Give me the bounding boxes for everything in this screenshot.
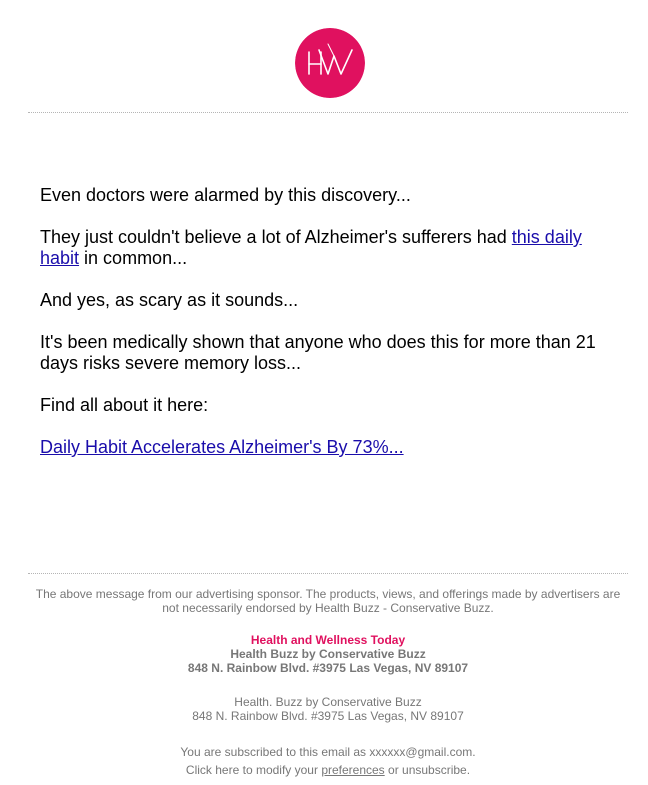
message-paragraph-2-end: in common... <box>79 248 188 268</box>
hw-logo-icon <box>295 28 365 98</box>
preferences-line-start: Click here to modify your <box>185 763 322 777</box>
company-info <box>28 633 628 675</box>
daily-habit-link[interactable]: this daily habit <box>40 227 582 268</box>
subscription-info <box>28 743 628 779</box>
message-body <box>40 185 612 479</box>
message-paragraph-5: Find all about it here: <box>40 395 209 415</box>
subscribed-email-line: You are subscribed to this email as xxxxxx@gmail.com. <box>180 745 476 759</box>
preferences-line-end: or unsubscribe. <box>384 763 471 777</box>
message-paragraph-2 <box>40 227 612 269</box>
publisher-name: Health. Buzz by Conservative Buzz <box>234 695 422 709</box>
publisher-address: 848 N. Rainbow Blvd. #3975 Las Vegas, NV 89107 <box>192 709 464 723</box>
cta-paragraph <box>40 437 612 458</box>
brand-logo <box>295 28 365 98</box>
footer-divider <box>28 573 628 574</box>
preferences-link[interactable]: preferences <box>321 763 385 777</box>
message-paragraph-2-start: They just couldn't believe a lot of Alzheimer's sufferers had <box>40 227 512 247</box>
message-paragraph-1: Even doctors were alarmed by this discovery... <box>40 185 411 205</box>
message-paragraph-4: It's been medically shown that anyone who does this for more than 21 days risks severe memory loss... <box>40 332 596 373</box>
message-paragraph-3: And yes, as scary as it sounds... <box>40 290 299 310</box>
publisher-address-bold: 848 N. Rainbow Blvd. #3975 Las Vegas, NV 89107 <box>187 661 469 675</box>
sponsor-disclaimer: The above message from our advertising sponsor. The products, views, and offerings made by advertisers are not necessarily endorsed by Health Buzz - Conservative Buzz. <box>35 587 621 615</box>
preferences-line <box>28 761 628 779</box>
sponsor-name: Health and Wellness Today <box>250 633 406 647</box>
publisher-info <box>28 695 628 723</box>
cta-link[interactable]: Daily Habit Accelerates Alzheimer's By 73%... <box>40 437 404 457</box>
header-divider <box>28 112 628 113</box>
publisher-name-bold: Health Buzz by Conservative Buzz <box>230 647 426 661</box>
